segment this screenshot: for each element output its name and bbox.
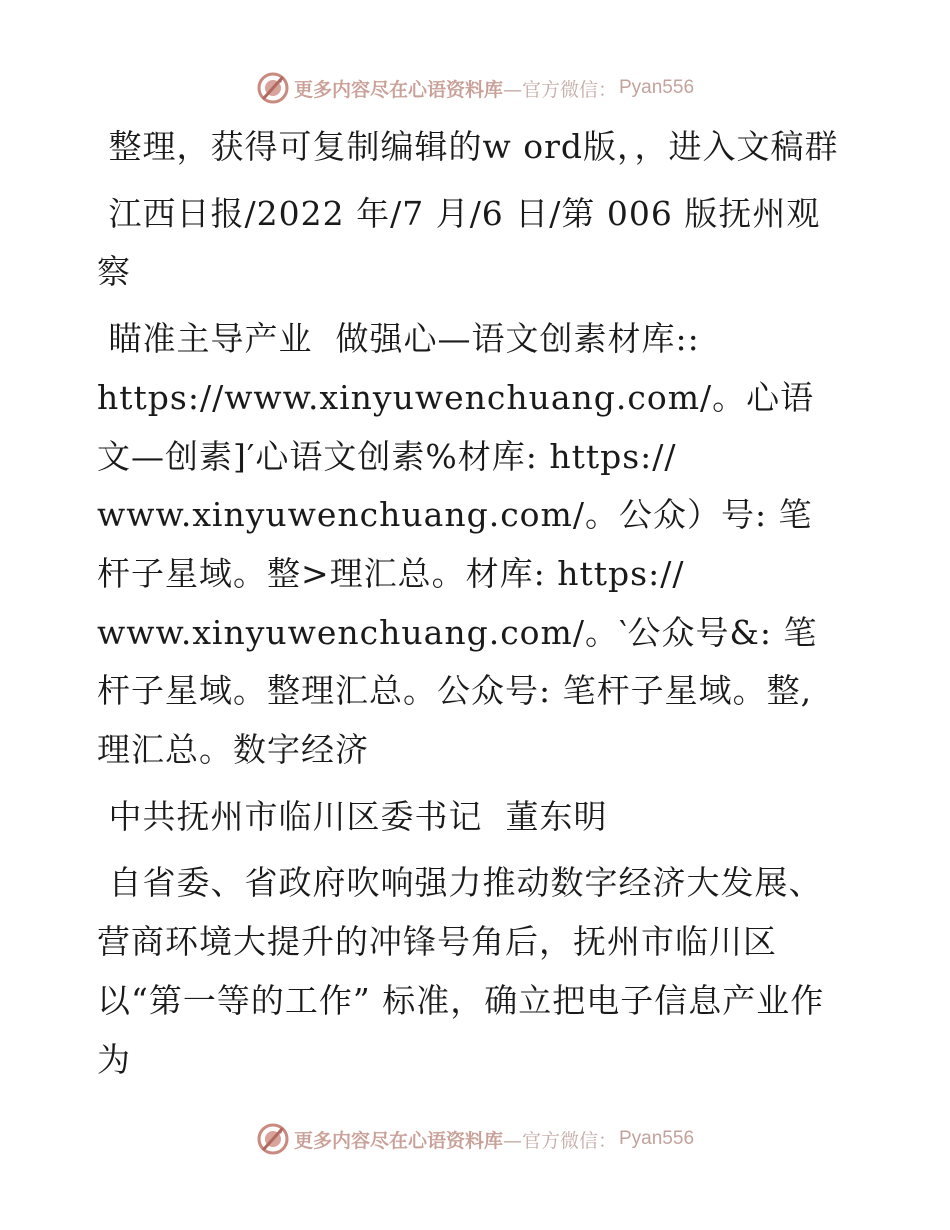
watermark-main-text: 更多内容尽在心语资料库	[293, 1129, 503, 1152]
quill-logo-icon	[256, 1122, 290, 1156]
watermark-separator: —官方微信：	[502, 78, 617, 101]
paragraph-material-3: www.xinyuwenchuang.com/。‵公众号&: 笔杆子星域。整理汇总。公众号: 笔杆子星域。整,理汇总。数字经济	[97, 612, 818, 770]
document-body	[97, 118, 842, 1097]
paragraph-material-2: www.xinyuwenchuang.com/。公众）号: 笔杆子星域。整>理汇总。材库: https://	[97, 495, 813, 593]
paragraph-material-1: https://www.xinyuwenchuang.com/。心语文—创素]′心语文创素%材库: https://	[97, 377, 815, 476]
paragraph-intro: 整理，获得可复制编辑的w ord版，，进入文稿群	[97, 127, 839, 166]
watermark-account-id: Pyan556	[619, 77, 695, 98]
watermark-header	[0, 68, 950, 108]
watermark-main-text: 更多内容尽在心语资料库	[293, 78, 503, 101]
watermark-account-id: Pyan556	[619, 1128, 695, 1149]
watermark-separator: —官方微信：	[502, 1129, 617, 1152]
paragraph-title: 瞄准主导产业 做强心—语文创素材库::	[97, 319, 700, 359]
paragraph-source: 江西日报/2022 年/7 月/6 日/第 006 版抚州观察	[97, 193, 821, 292]
quill-logo-icon	[256, 71, 290, 105]
paragraph-body: 自省委、省政府吹响强力推动数字经济大发展、营商环境大提升的冲锋号角后，抚州市临川区以“第一等的工作” 标准，确立把电子信息产业作为	[97, 863, 825, 1079]
paragraph-author: 中共抚州市临川区委书记 董东明	[97, 796, 608, 836]
watermark-footer	[0, 1119, 950, 1159]
